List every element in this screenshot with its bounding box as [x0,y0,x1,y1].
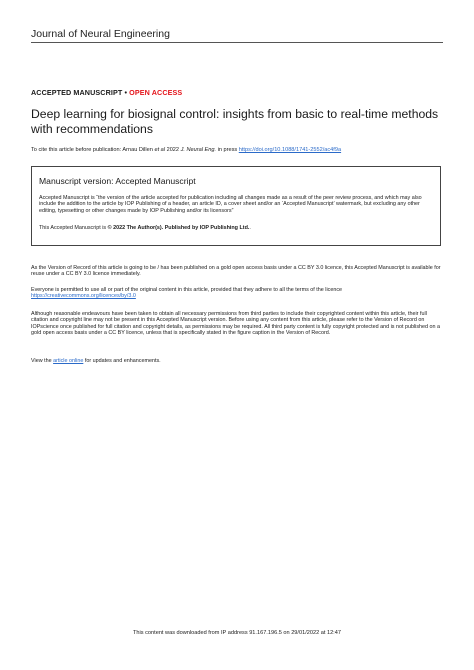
licence-paragraph [31,287,443,300]
citation-in-press: in press [216,147,239,153]
download-footer: This content was downloaded from IP address 91.167.196.5 on 29/01/2022 at 12:47 [133,630,341,636]
status-separator: • [122,88,130,97]
accepted-manuscript-definition: Accepted Manuscript is “the version of the article accepted for publication including all changes made as a result of the peer review process, and which may also include the addition to the article by IOP Publishing of a header, an article ID, a cover sheet and/or an ‘Accepted Manuscript’ watermark, but excluding any other editing, typesetting or other changes made by IOP Publishing and/or its licensors” [39,195,422,214]
third-party-paragraph: Although reasonable endeavours have been taken to obtain all necessary permissions from third parties to include their copyrighted content within this article, their full citation and copyright line may not be present in this Accepted Manuscript version. Before using any content from this article, please refer to the Version of Record on IOPscience once published for full citation and copyright details, as permissions may be required. All third party content is fully copyright protected and is not published on a gold open access basis under a CC BY licence, unless that is specifically stated in the figure caption in the Version of Record. [31,311,441,337]
citation-year: 2022 [165,147,181,153]
copyright-suffix: . [249,225,251,231]
header-divider [31,42,443,43]
citation-prefix: To cite this article before publication: Arnau Dillen [31,147,155,153]
accepted-manuscript-label: ACCEPTED MANUSCRIPT [31,88,123,97]
citation-et-al: et al [154,147,166,153]
open-access-label: OPEN ACCESS [129,88,183,97]
article-title: Deep learning for biosignal control: insights from basic to real-time methods with recommendations [31,107,439,136]
manuscript-status [31,88,182,97]
view-prefix: View the [31,358,54,364]
manuscript-version-heading: Manuscript version: Accepted Manuscript [39,176,196,186]
article-online-link[interactable]: article online [53,358,84,364]
doi-link[interactable]: https://doi.org/10.1088/1741-2552/ac4f9a [238,147,342,153]
copyright-statement [39,225,435,231]
citation-line [31,147,451,153]
version-of-record-paragraph: As the Version of Record of this article is going to be / has been published on a gold open access basis under a CC BY 3.0 licence, this Accepted Manuscript is available for reuse under a CC BY 3.0 licence immediately. [31,265,441,278]
manuscript-version-box [31,166,441,246]
view-suffix: for updates and enhancements. [83,358,161,364]
licence-link[interactable]: https://creativecommons.org/licences/by/3.0 [31,293,136,300]
journal-name: Journal of Neural Engineering [31,28,170,40]
view-online-paragraph [31,358,443,364]
copyright-prefix: This Accepted Manuscript is [39,225,108,231]
copyright-holder: © 2022 The Author(s). Published by IOP Publishing Ltd. [107,225,250,231]
permission-text: Everyone is permitted to use all or part of the original content in this article, provided that they adhere to all the terms of the licence [31,287,343,293]
citation-journal: J. Neural Eng. [180,147,217,153]
